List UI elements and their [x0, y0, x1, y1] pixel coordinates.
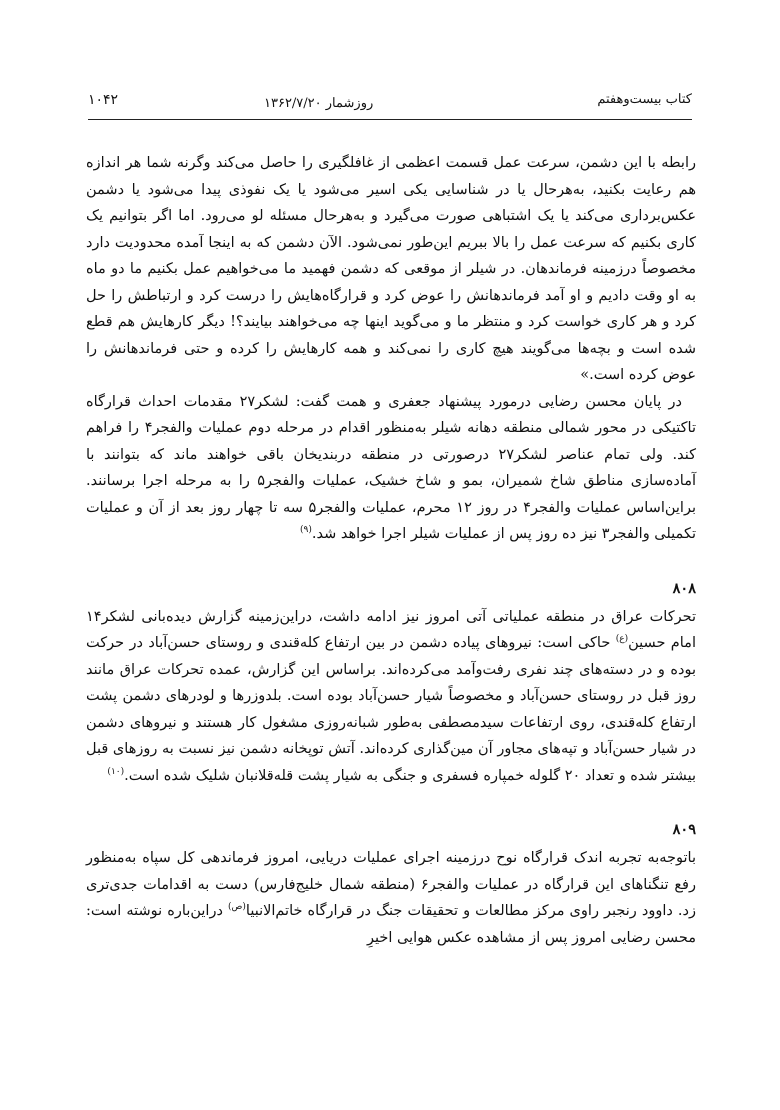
header-rule — [88, 119, 692, 120]
footnote-ref: (۱۰) — [107, 766, 125, 777]
paragraph: تحرکات عراق در منطقه عملیاتی آتی امروز نیز ادامه داشت، دراین‌زمینه گزارش دیده‌بانی لشکر۱۴ امام حسین$^{(ع)}$ حاکی است: نیروهای پیاده دشمن در بین ارتفاع کله‌قندی و روستای حسن‌آباد در حرکت بوده و در دسته‌های چند نفری رفت‌وآمد می‌کرده‌اند. براساس این گزارش، عمده تحرکات عراق مانند روز قبل در روستای حسن‌آباد و مخصوصاً شیار حسن‌آباد بوده است. بلدوزرها و لودرهای دشمن پشت ارتفاع کله‌قندی، روی ارتفاعات سیدمصطفی به‌طور شبانه‌روزی مشغول کار هستند و نیروهای دشمن در شیار حسن‌آباد و تپه‌های مجاور آن مین‌گذاری کرده‌اند. آتش توپخانه دشمن نیز نسبت به روزهای قبل بیشتر شده و تعداد ۲۰ گلوله خمپاره فسفری و جنگی به شیار پشت قله‌قلانبان شلیک شده است.$^{(۱۰)}$ — [86, 608, 696, 784]
running-header — [88, 92, 692, 118]
page-body — [86, 150, 696, 951]
paragraph: باتوجه‌به تجربه اندک قرارگاه نوح درزمینه اجرای عملیات دریایی، امروز فرماندهی کل سپاه به‌منظور رفع تنگناهای این قرارگاه در عملیات والفجر۶ (منطقه شمال خلیج‌فارس) دست به اقدامات جدی‌تری زد. داوود رنجبر راوی مرکز مطالعات و تحقیقات جنگ در قرارگاه خاتم‌الانبیا$^{(ص)}$ دراین‌باره نوشته است: محسن رضایی امروز پس از مشاهده عکس هوایی اخیرِ — [86, 850, 696, 946]
book-title: کتاب بیست‌وهفتم — [597, 92, 692, 107]
section-number: ۸۰۸ — [672, 579, 696, 597]
footnote-ref: (۹) — [300, 525, 312, 536]
honorific-mark: (ع) — [615, 634, 629, 645]
date-line: روزشمار ۱۳۶۲/۷/۲۰ — [264, 96, 374, 111]
honorific-mark: (ص) — [228, 902, 246, 913]
section-number: ۸۰۹ — [672, 821, 696, 838]
paragraph: در پایان محسن رضایی درمورد پیشنهاد جعفری و همت گفت: لشکر۲۷ مقدمات احداث قرارگاه تاکتیکی در محور شمالی منطقه دهانه شیلر به‌منظور اقدام در مرحله دوم عملیات والفجر۴ را فراهم کند. ولی تمام عناصر لشکر۲۷ درصورتی در منطقه دربندیخان باقی خواهند ماند که بتوانند با آماده‌سازی مناطق شاخ شمیران، بمو و شاخ خشیک، عملیات والفجر۵ را به مرحله اجرا برسانند. براین‌اساس عملیات والفجر۴ در روز ۱۲ محرم، عملیات والفجر۵ سه تا چهار روز بعد از آن و عملیات تکمیلی والفجر۳ نیز ده روز پس از عملیات شیلر اجرا خواهد شد.$^{(۹)}$ — [86, 393, 696, 542]
paragraph: رابطه با این دشمن، سرعت عمل قسمت اعظمی از غافلگیری را حاصل می‌کند وگرنه شما هر اندازه هم رعایت بکنید، به‌هرحال یا در شناسایی یکی اسیر می‌شود یا یک نفوذی پیدا می‌شود یا دشمن عکس‌برداری می‌کند یا یک اشتباهی صورت می‌گیرد و به‌هرحال مسئله لو می‌رود. اما اگر بتوانیم یک کاری بکنیم که سرعت عمل را بالا ببریم این‌طور نمی‌شود. الآن دشمن که به اینجا آمده محدودیت دارد مخصوصاً درزمینه فرماندهان. در شیلر از موقعی که دشمن فهمید ما می‌خواهیم عمل بکنیم ما دو ماه به او وقت دادیم و او آمد فرماندهانش را عوض کرد و قرارگاه‌هایش را درست کرد و ارتباطش را حل کرد و هر کاری خواست کرد و منتظر ما و می‌گوید اینها چه می‌خواهند بیایند؟! دیگر کارهایش هم قطع شده است و بچه‌ها می‌گویند هیچ کاری را نمی‌کند و همه کارهایش را کرده و حتی فرماندهانش را عوض کرده است.» — [86, 155, 696, 383]
page-number: ۱۰۴۲ — [88, 92, 119, 108]
